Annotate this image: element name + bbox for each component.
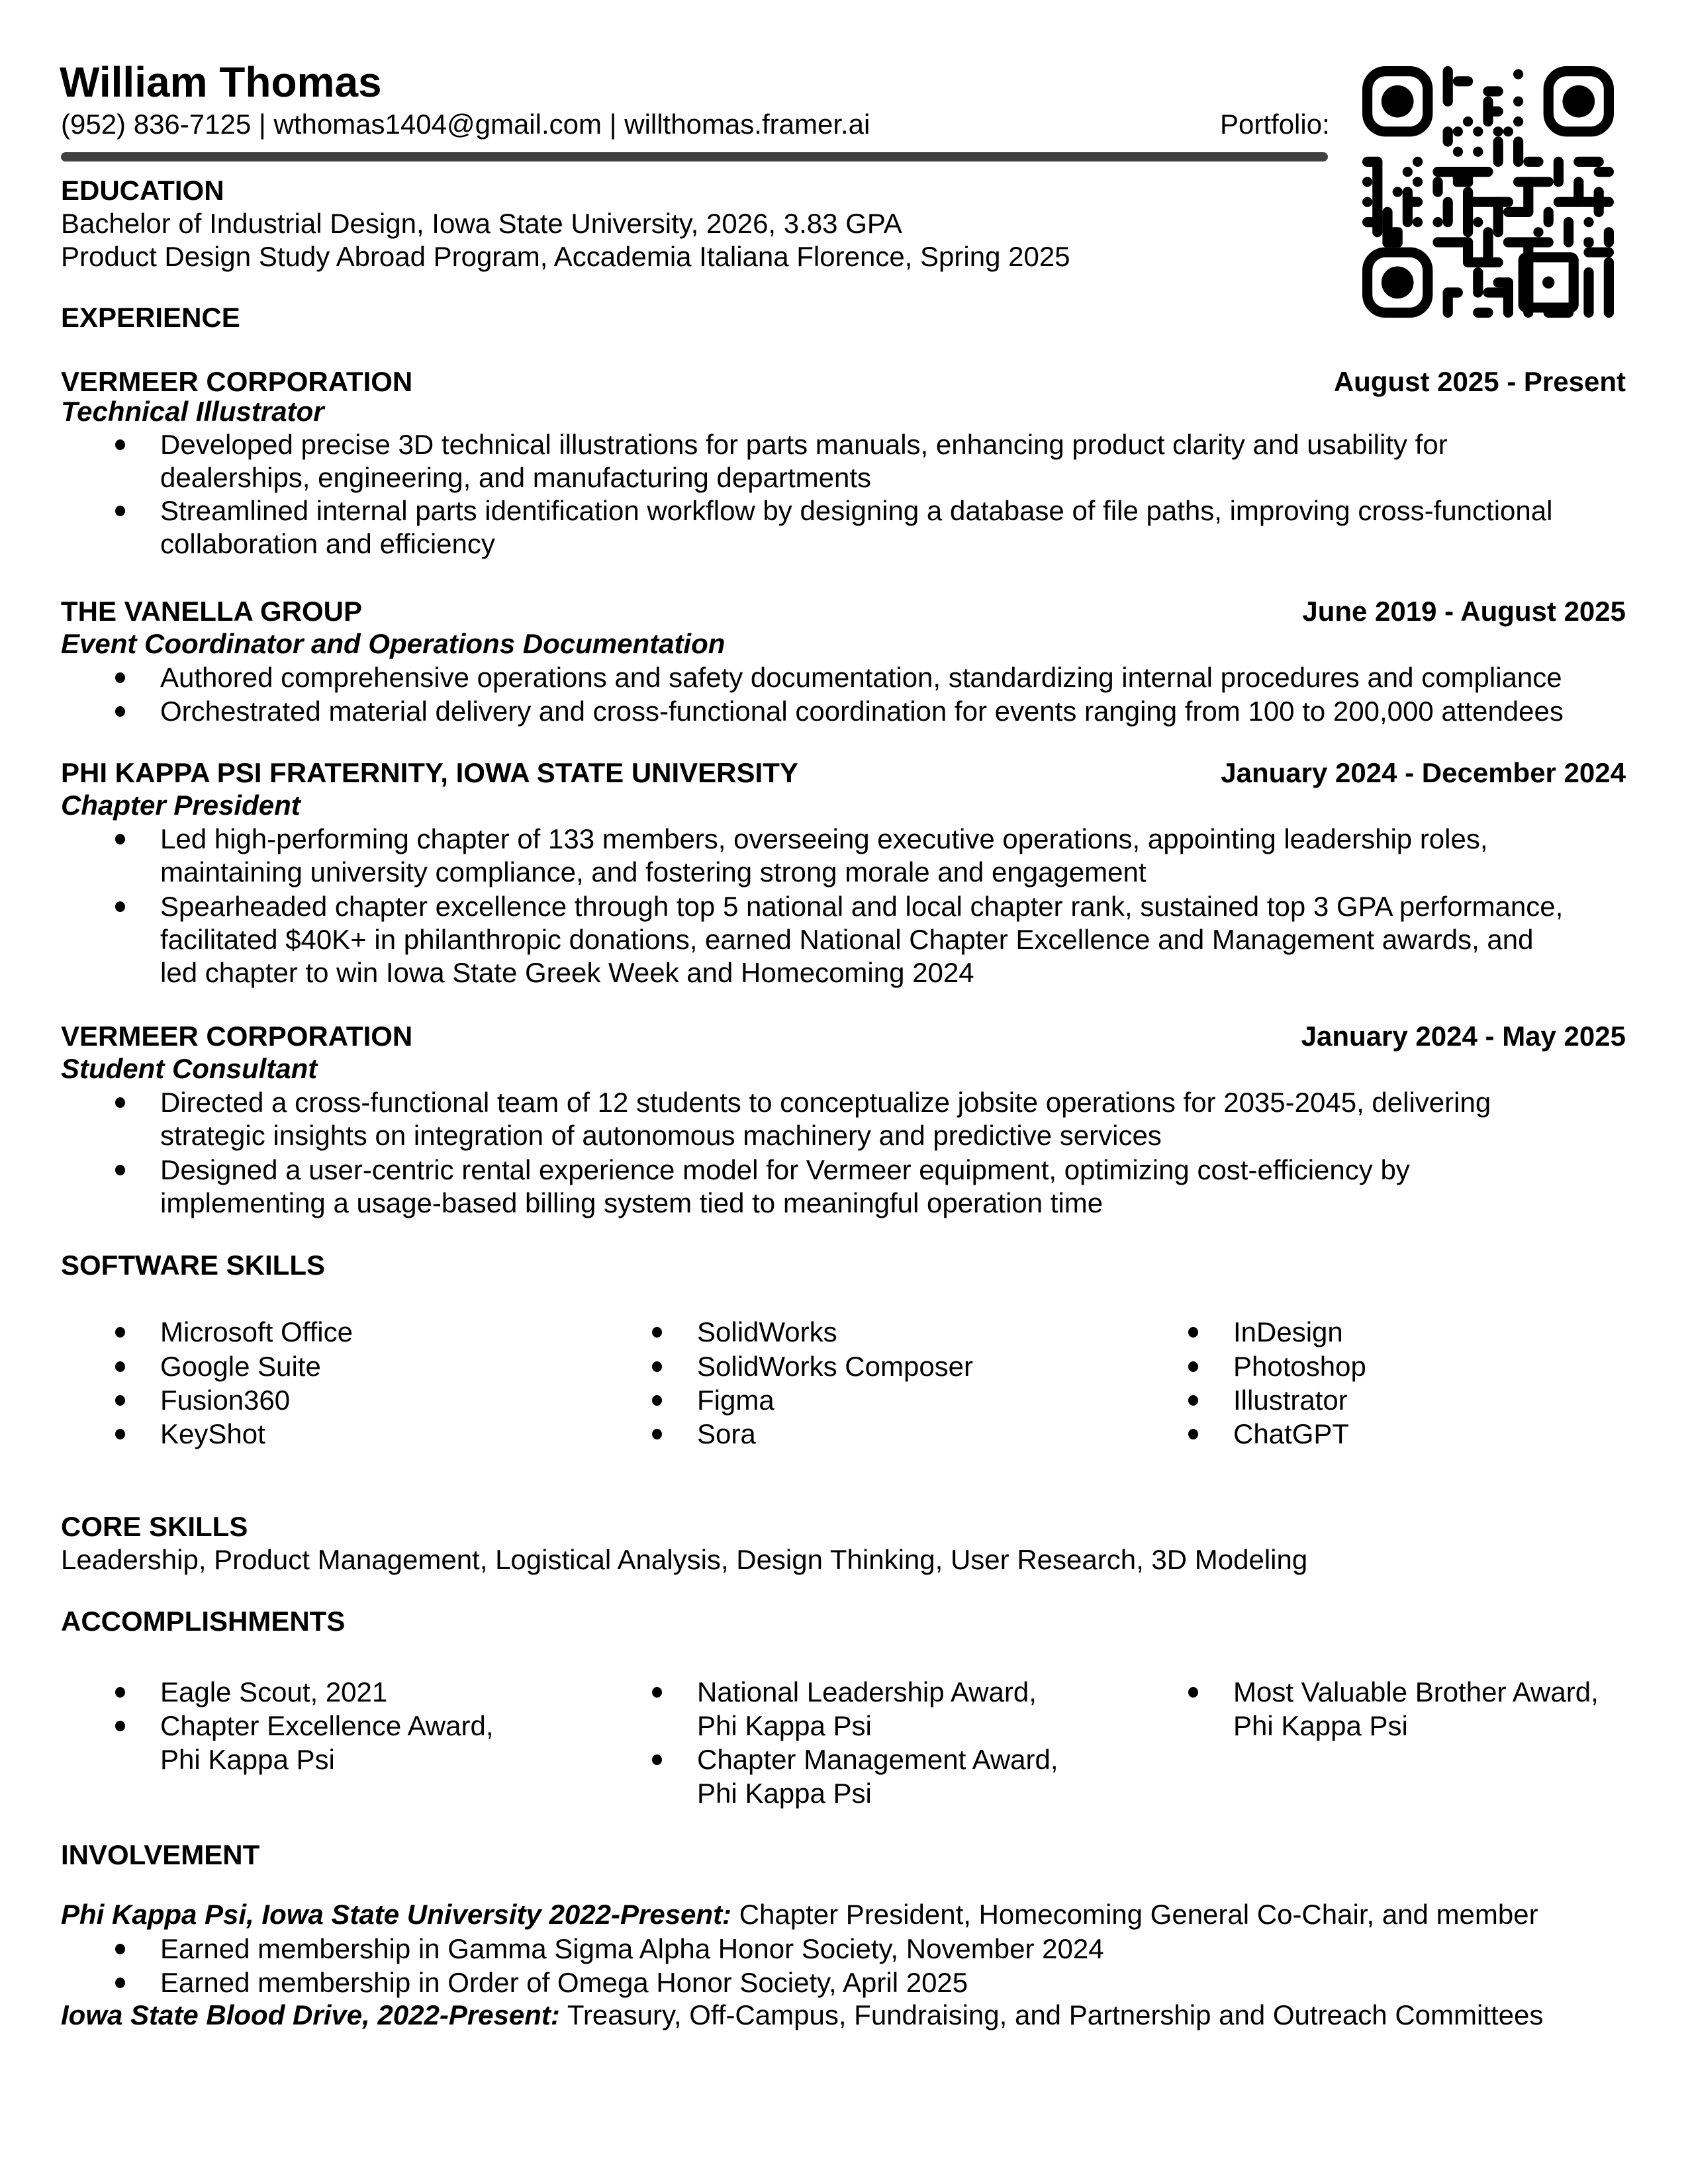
job-title: Student Consultant bbox=[61, 1053, 318, 1084]
bullet-icon bbox=[115, 1097, 125, 1108]
job-title: Chapter President bbox=[61, 790, 301, 821]
core-skills-heading: CORE SKILLS bbox=[61, 1511, 248, 1542]
phone-number: (952) 836-7125 bbox=[61, 109, 252, 140]
bullet-icon bbox=[115, 506, 125, 516]
core-skills-list: Leadership, Product Management, Logistical Analysis, Design Thinking, User Research, 3D Modeling bbox=[61, 1544, 1308, 1575]
bullet-icon bbox=[115, 1944, 125, 1954]
contact-line: (952) 836-7125 | wthomas1404@gmail.com | willthomas.framer.ai bbox=[61, 109, 870, 140]
qr-code-icon[interactable] bbox=[1357, 66, 1619, 318]
involvement-roles: Treasury, Off-Campus, Fundraising, and Partnership and Outreach Committees bbox=[559, 1999, 1544, 2030]
bullet-icon bbox=[115, 1395, 125, 1406]
education-heading: EDUCATION bbox=[61, 175, 224, 206]
education-study-abroad: Product Design Study Abroad Program, Accademia Italiana Florence, Spring 2025 bbox=[61, 241, 1070, 272]
bullet-icon bbox=[115, 672, 125, 683]
job-company: VERMEER CORPORATION bbox=[61, 1021, 413, 1052]
bullet-icon bbox=[115, 1361, 125, 1372]
bullet-icon bbox=[1188, 1687, 1198, 1698]
software-skills-heading: SOFTWARE SKILLS bbox=[61, 1250, 325, 1281]
bullet-icon bbox=[115, 706, 125, 717]
bullet-icon bbox=[652, 1429, 662, 1439]
education-degree: Bachelor of Industrial Design, Iowa State University, 2026, 3.83 GPA bbox=[61, 208, 902, 239]
bullet-icon bbox=[115, 901, 125, 912]
experience-heading: EXPERIENCE bbox=[61, 302, 240, 333]
accomplishments-heading: ACCOMPLISHMENTS bbox=[61, 1606, 346, 1637]
bullet-icon bbox=[115, 1721, 125, 1731]
involvement-org: Iowa State Blood Drive, 2022-Present: bbox=[61, 1999, 560, 2030]
bullet-icon bbox=[115, 439, 125, 450]
header-divider bbox=[61, 152, 1328, 161]
job-dates: June 2019 - August 2025 bbox=[1302, 596, 1626, 627]
website-link[interactable]: willthomas.framer.ai bbox=[624, 109, 870, 140]
bullet-icon bbox=[652, 1361, 662, 1372]
job-dates: January 2024 - December 2024 bbox=[1221, 757, 1626, 788]
bullet-icon bbox=[1188, 1327, 1198, 1338]
bullet-icon bbox=[652, 1327, 662, 1338]
job-dates: January 2024 - May 2025 bbox=[1301, 1021, 1626, 1052]
bullet-icon bbox=[115, 834, 125, 844]
job-company: VERMEER CORPORATION bbox=[61, 366, 413, 397]
involvement-org: Phi Kappa Psi, Iowa State University 2022-Present: bbox=[61, 1899, 732, 1930]
bullet-icon bbox=[115, 1687, 125, 1698]
bullet-icon bbox=[115, 1429, 125, 1439]
job-dates: August 2025 - Present bbox=[1333, 366, 1626, 397]
job-title: Event Coordinator and Operations Documentation bbox=[61, 628, 726, 659]
involvement-heading: INVOLVEMENT bbox=[61, 1839, 260, 1870]
bullet-icon bbox=[652, 1395, 662, 1406]
involvement-roles: Chapter President, Homecoming General Co-Chair, and member bbox=[731, 1899, 1538, 1930]
job-title: Technical Illustrator bbox=[61, 396, 324, 427]
job-company: THE VANELLA GROUP bbox=[61, 596, 363, 627]
involvement-entry bbox=[61, 1999, 1543, 2032]
email-link[interactable]: wthomas1404@gmail.com bbox=[273, 109, 602, 140]
candidate-name: William Thomas bbox=[60, 58, 382, 106]
bullet-icon bbox=[1188, 1361, 1198, 1372]
bullet-icon bbox=[115, 1978, 125, 1988]
bullet-icon bbox=[1188, 1395, 1198, 1406]
bullet-icon bbox=[115, 1165, 125, 1175]
bullet-icon bbox=[115, 1327, 125, 1338]
bullet-icon bbox=[652, 1754, 662, 1765]
involvement-entry bbox=[61, 1898, 1538, 1931]
bullet-icon bbox=[652, 1687, 662, 1698]
job-company: PHI KAPPA PSI FRATERNITY, IOWA STATE UNIVERSITY bbox=[61, 757, 798, 788]
bullet-icon bbox=[1188, 1429, 1198, 1439]
portfolio-label: Portfolio: bbox=[1220, 109, 1330, 140]
